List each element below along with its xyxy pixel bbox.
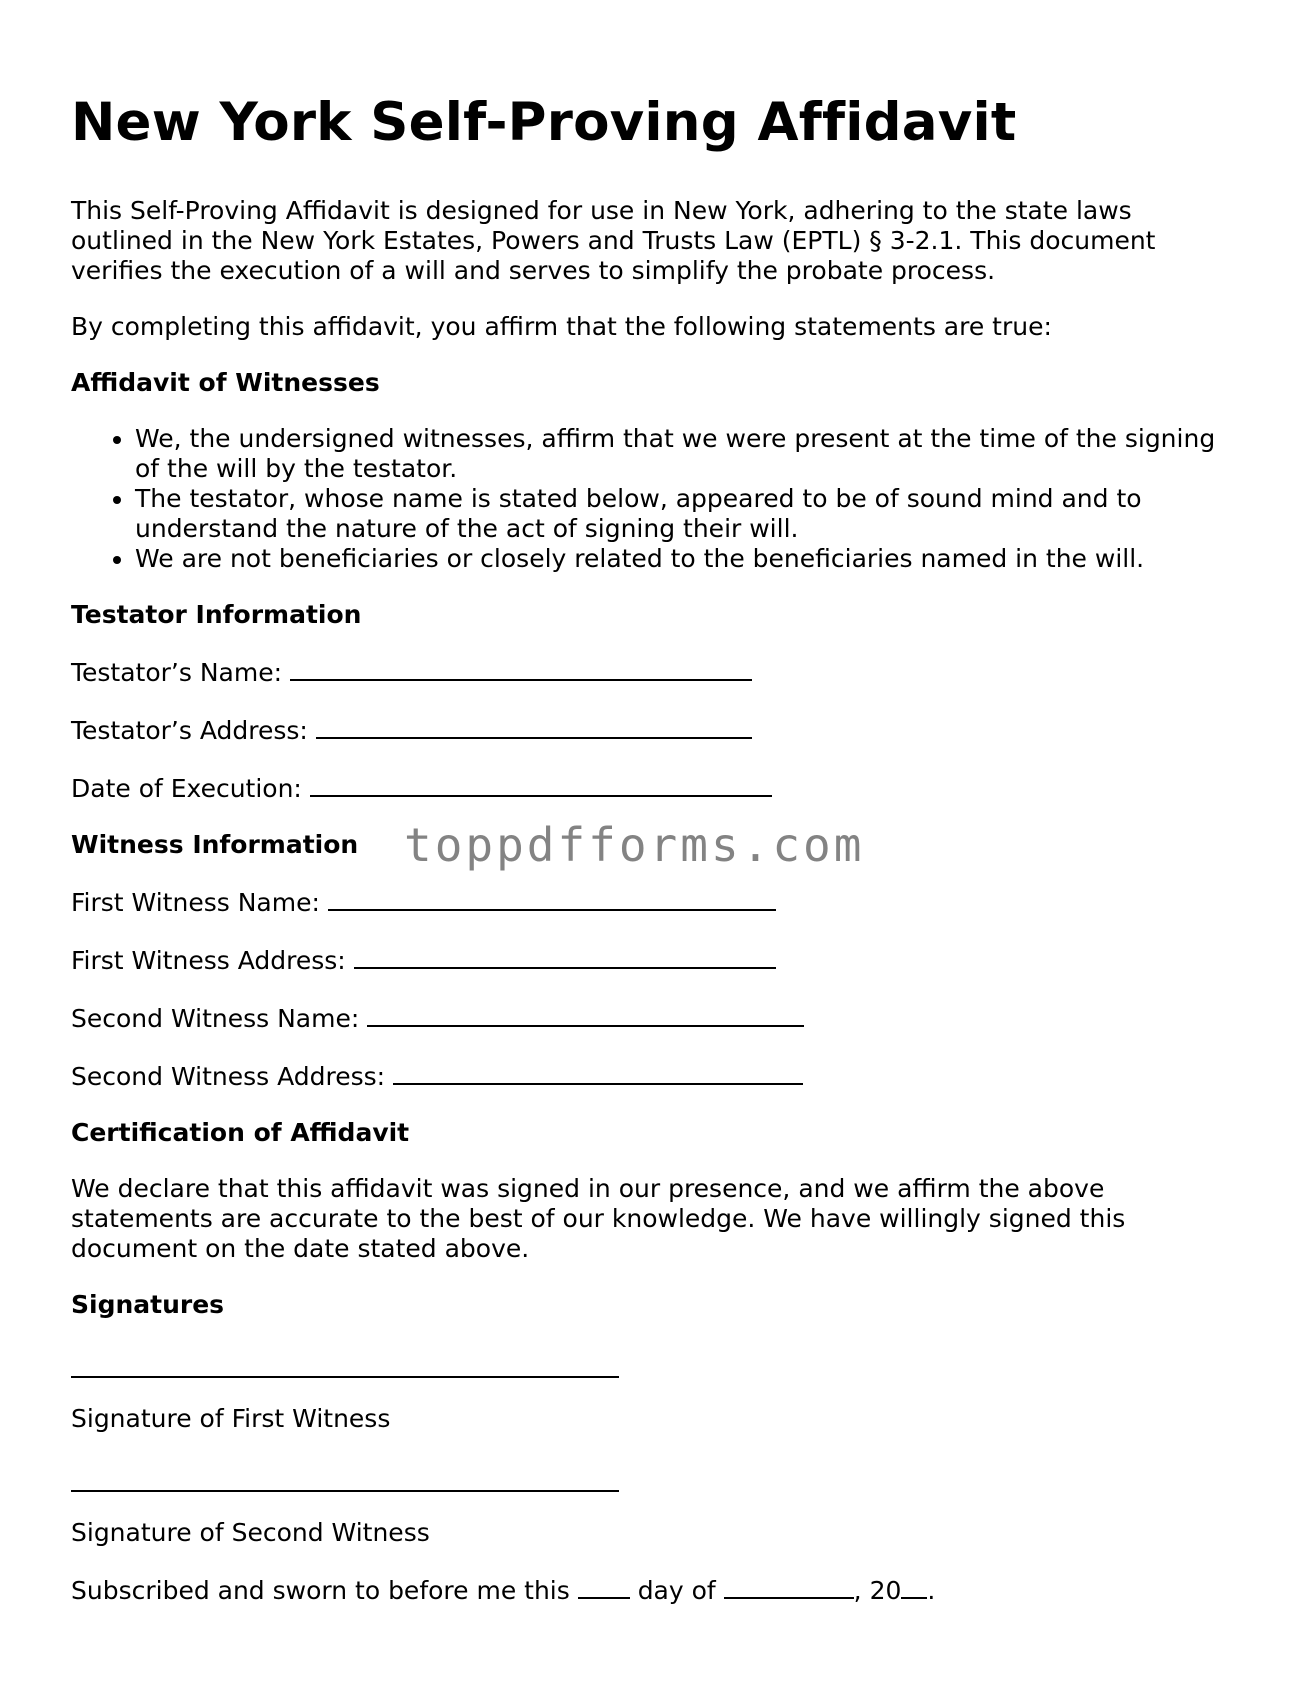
sworn-statement xyxy=(71,1574,1231,1606)
witness-info-heading: Witness Information xyxy=(71,830,359,859)
sworn-day-field[interactable] xyxy=(578,1574,630,1599)
certification-heading: Certification of Affidavit xyxy=(71,1118,410,1147)
list-item: • The testator, whose name is stated below, appeared to be of sound mind and to understand the nature of the act of signing their will. xyxy=(135,484,1231,544)
testator-address-row xyxy=(71,714,1231,746)
certification-paragraph: We declare that this affidavit was signed in our presence, and we affirm the above statements are accurate to the best of our knowledge. We have willingly signed this document on the date stated above. xyxy=(71,1174,1126,1263)
second-witness-signature-line[interactable] xyxy=(71,1490,619,1492)
first-witness-name-row xyxy=(71,886,1231,918)
testator-name-field[interactable] xyxy=(290,656,752,681)
second-witness-address-row xyxy=(71,1060,1231,1092)
execution-date-label: Date of Execution: xyxy=(71,774,302,803)
first-witness-address-label: First Witness Address: xyxy=(71,946,346,975)
second-witness-name-label: Second Witness Name: xyxy=(71,1004,360,1033)
testator-address-field[interactable] xyxy=(316,714,752,739)
first-witness-name-label: First Witness Name: xyxy=(71,888,320,917)
first-witness-address-row xyxy=(71,944,1231,976)
witness-affirmation-list xyxy=(71,424,1231,574)
second-witness-signature-label: Signature of Second Witness xyxy=(71,1518,430,1547)
affirm-paragraph: By completing this affidavit, you affirm that the following statements are true: xyxy=(71,312,1052,341)
first-witness-signature-label: Signature of First Witness xyxy=(71,1404,391,1433)
testator-name-row xyxy=(71,656,1231,688)
second-witness-name-field[interactable] xyxy=(367,1002,804,1027)
first-witness-name-field[interactable] xyxy=(328,886,776,911)
sworn-suffix: . xyxy=(927,1576,936,1605)
execution-date-field[interactable] xyxy=(310,772,772,797)
watermark: toppdfforms.com xyxy=(404,818,865,872)
witness-affidavit-heading: Affidavit of Witnesses xyxy=(71,368,380,397)
testator-name-label: Testator’s Name: xyxy=(71,658,283,687)
sworn-year-field[interactable] xyxy=(901,1574,927,1599)
first-witness-address-field[interactable] xyxy=(354,944,776,969)
sworn-year-prefix: , 20 xyxy=(853,1576,902,1605)
second-witness-address-field[interactable] xyxy=(393,1060,803,1085)
sworn-prefix: Subscribed and sworn to before me this xyxy=(71,1576,570,1605)
sworn-month-field[interactable] xyxy=(724,1574,854,1599)
testator-heading: Testator Information xyxy=(71,600,362,629)
list-item: • We, the undersigned witnesses, affirm that we were present at the time of the signing of the will by the testator. xyxy=(135,424,1231,484)
list-item: • We are not beneficiaries or closely related to the beneficiaries named in the will. xyxy=(135,544,1231,574)
sworn-middle: day of xyxy=(637,1576,716,1605)
intro-paragraph: This Self-Proving Affidavit is designed for use in New York, adhering to the state laws outlined in the New York Estates, Powers and Trusts Law (EPTL) § 3-2.1. This document verifies the execution of a will and serves to simplify the probate process. xyxy=(71,196,1156,285)
page-title: New York Self-Proving Affidavit xyxy=(71,92,1017,153)
testator-address-label: Testator’s Address: xyxy=(71,716,308,745)
execution-date-row xyxy=(71,772,1231,804)
second-witness-name-row xyxy=(71,1002,1231,1034)
signatures-heading: Signatures xyxy=(71,1290,225,1319)
first-witness-signature-line[interactable] xyxy=(71,1376,619,1378)
second-witness-address-label: Second Witness Address: xyxy=(71,1062,386,1091)
